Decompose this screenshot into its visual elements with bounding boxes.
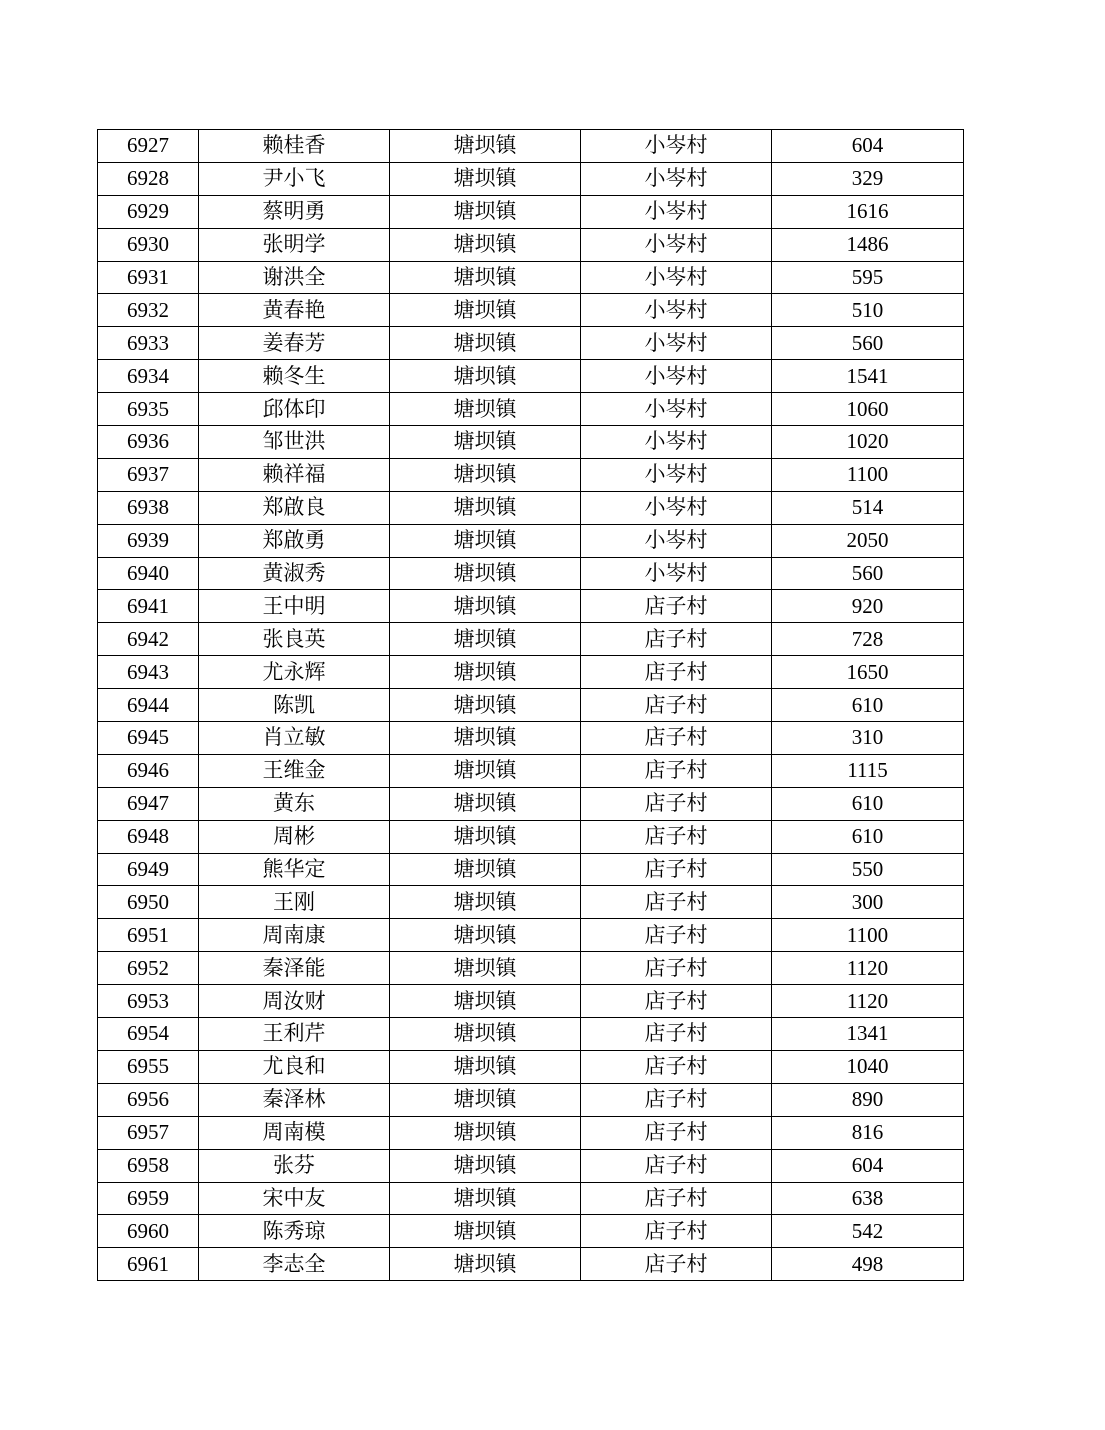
cell-amount: 514 [772, 491, 964, 524]
cell-amount: 300 [772, 886, 964, 919]
cell-village: 小岑村 [581, 261, 772, 294]
cell-id: 6952 [98, 952, 199, 985]
cell-id: 6940 [98, 557, 199, 590]
cell-id: 6934 [98, 360, 199, 393]
cell-village: 店子村 [581, 1083, 772, 1116]
cell-id: 6938 [98, 491, 199, 524]
cell-name: 王维金 [199, 754, 390, 787]
cell-town: 塘坝镇 [390, 1149, 581, 1182]
cell-village: 店子村 [581, 853, 772, 886]
cell-amount: 1120 [772, 985, 964, 1018]
cell-amount: 1040 [772, 1050, 964, 1083]
table-row [98, 886, 964, 919]
cell-town: 塘坝镇 [390, 393, 581, 426]
cell-id: 6932 [98, 294, 199, 327]
cell-amount: 890 [772, 1083, 964, 1116]
cell-village: 店子村 [581, 689, 772, 722]
cell-town: 塘坝镇 [390, 590, 581, 623]
cell-name: 邱体印 [199, 393, 390, 426]
cell-name: 王中明 [199, 590, 390, 623]
cell-id: 6937 [98, 458, 199, 491]
cell-amount: 550 [772, 853, 964, 886]
cell-town: 塘坝镇 [390, 360, 581, 393]
cell-amount: 1616 [772, 195, 964, 228]
table-row [98, 1116, 964, 1149]
cell-village: 小岑村 [581, 162, 772, 195]
table-row [98, 294, 964, 327]
cell-amount: 560 [772, 557, 964, 590]
cell-town: 塘坝镇 [390, 1248, 581, 1281]
table-row [98, 1050, 964, 1083]
cell-name: 赖桂香 [199, 130, 390, 163]
cell-amount: 329 [772, 162, 964, 195]
cell-name: 尤良和 [199, 1050, 390, 1083]
cell-id: 6951 [98, 919, 199, 952]
table-row [98, 722, 964, 755]
cell-village: 小岑村 [581, 294, 772, 327]
cell-village: 店子村 [581, 985, 772, 1018]
data-table [97, 129, 964, 1281]
cell-id: 6957 [98, 1116, 199, 1149]
cell-town: 塘坝镇 [390, 294, 581, 327]
cell-village: 店子村 [581, 1050, 772, 1083]
cell-town: 塘坝镇 [390, 162, 581, 195]
cell-village: 小岑村 [581, 426, 772, 459]
cell-amount: 2050 [772, 524, 964, 557]
table-row [98, 557, 964, 590]
cell-town: 塘坝镇 [390, 327, 581, 360]
cell-amount: 920 [772, 590, 964, 623]
cell-amount: 498 [772, 1248, 964, 1281]
cell-id: 6945 [98, 722, 199, 755]
cell-amount: 310 [772, 722, 964, 755]
table-row [98, 1215, 964, 1248]
cell-name: 郑啟勇 [199, 524, 390, 557]
table-row [98, 426, 964, 459]
cell-amount: 610 [772, 689, 964, 722]
table-row [98, 1018, 964, 1051]
cell-amount: 638 [772, 1182, 964, 1215]
cell-town: 塘坝镇 [390, 557, 581, 590]
table-row [98, 754, 964, 787]
cell-amount: 560 [772, 327, 964, 360]
table-row [98, 853, 964, 886]
cell-town: 塘坝镇 [390, 458, 581, 491]
cell-town: 塘坝镇 [390, 853, 581, 886]
cell-amount: 604 [772, 130, 964, 163]
cell-name: 秦泽林 [199, 1083, 390, 1116]
cell-town: 塘坝镇 [390, 1182, 581, 1215]
cell-id: 6958 [98, 1149, 199, 1182]
table-row [98, 360, 964, 393]
cell-name: 尹小飞 [199, 162, 390, 195]
cell-village: 店子村 [581, 590, 772, 623]
cell-town: 塘坝镇 [390, 952, 581, 985]
cell-town: 塘坝镇 [390, 623, 581, 656]
cell-amount: 1120 [772, 952, 964, 985]
cell-name: 姜春芳 [199, 327, 390, 360]
cell-amount: 1341 [772, 1018, 964, 1051]
cell-name: 谢洪全 [199, 261, 390, 294]
table-row [98, 1149, 964, 1182]
table-row [98, 162, 964, 195]
cell-village: 店子村 [581, 919, 772, 952]
cell-town: 塘坝镇 [390, 1116, 581, 1149]
cell-village: 小岑村 [581, 524, 772, 557]
table-row [98, 261, 964, 294]
table-row [98, 393, 964, 426]
cell-name: 黄春艳 [199, 294, 390, 327]
cell-amount: 1541 [772, 360, 964, 393]
cell-id: 6936 [98, 426, 199, 459]
cell-id: 6950 [98, 886, 199, 919]
cell-name: 张明学 [199, 228, 390, 261]
cell-id: 6930 [98, 228, 199, 261]
cell-town: 塘坝镇 [390, 689, 581, 722]
cell-id: 6949 [98, 853, 199, 886]
table-row [98, 1182, 964, 1215]
cell-village: 店子村 [581, 1018, 772, 1051]
cell-id: 6935 [98, 393, 199, 426]
cell-id: 6956 [98, 1083, 199, 1116]
cell-id: 6960 [98, 1215, 199, 1248]
cell-id: 6954 [98, 1018, 199, 1051]
cell-village: 店子村 [581, 952, 772, 985]
cell-town: 塘坝镇 [390, 1050, 581, 1083]
cell-town: 塘坝镇 [390, 524, 581, 557]
cell-id: 6943 [98, 656, 199, 689]
cell-name: 赖冬生 [199, 360, 390, 393]
cell-amount: 1486 [772, 228, 964, 261]
cell-name: 周南康 [199, 919, 390, 952]
cell-town: 塘坝镇 [390, 722, 581, 755]
table-row [98, 195, 964, 228]
cell-id: 6955 [98, 1050, 199, 1083]
table-row [98, 590, 964, 623]
cell-town: 塘坝镇 [390, 1215, 581, 1248]
cell-id: 6942 [98, 623, 199, 656]
cell-id: 6947 [98, 787, 199, 820]
cell-id: 6931 [98, 261, 199, 294]
cell-amount: 816 [772, 1116, 964, 1149]
table-row [98, 1083, 964, 1116]
cell-village: 小岑村 [581, 360, 772, 393]
table-body [98, 130, 964, 1281]
cell-name: 陈秀琼 [199, 1215, 390, 1248]
cell-town: 塘坝镇 [390, 195, 581, 228]
cell-id: 6927 [98, 130, 199, 163]
cell-id: 6941 [98, 590, 199, 623]
table-row [98, 689, 964, 722]
cell-town: 塘坝镇 [390, 656, 581, 689]
cell-town: 塘坝镇 [390, 754, 581, 787]
table-row [98, 919, 964, 952]
cell-village: 小岑村 [581, 195, 772, 228]
cell-name: 张良英 [199, 623, 390, 656]
cell-name: 熊华定 [199, 853, 390, 886]
cell-amount: 610 [772, 787, 964, 820]
cell-name: 赖祥福 [199, 458, 390, 491]
cell-amount: 728 [772, 623, 964, 656]
cell-id: 6946 [98, 754, 199, 787]
cell-name: 邹世洪 [199, 426, 390, 459]
cell-amount: 1100 [772, 919, 964, 952]
cell-id: 6953 [98, 985, 199, 1018]
table-row [98, 820, 964, 853]
cell-name: 黄淑秀 [199, 557, 390, 590]
cell-town: 塘坝镇 [390, 1083, 581, 1116]
cell-name: 蔡明勇 [199, 195, 390, 228]
cell-town: 塘坝镇 [390, 228, 581, 261]
cell-name: 肖立敏 [199, 722, 390, 755]
cell-village: 店子村 [581, 886, 772, 919]
cell-village: 小岑村 [581, 393, 772, 426]
cell-name: 周彬 [199, 820, 390, 853]
cell-town: 塘坝镇 [390, 426, 581, 459]
cell-village: 店子村 [581, 722, 772, 755]
cell-village: 店子村 [581, 820, 772, 853]
cell-name: 尤永辉 [199, 656, 390, 689]
cell-village: 店子村 [581, 787, 772, 820]
cell-village: 店子村 [581, 1248, 772, 1281]
cell-id: 6933 [98, 327, 199, 360]
cell-name: 周南模 [199, 1116, 390, 1149]
cell-id: 6944 [98, 689, 199, 722]
table-row [98, 623, 964, 656]
cell-id: 6928 [98, 162, 199, 195]
table-row [98, 130, 964, 163]
cell-amount: 1060 [772, 393, 964, 426]
table-row [98, 327, 964, 360]
cell-village: 小岑村 [581, 327, 772, 360]
cell-town: 塘坝镇 [390, 261, 581, 294]
cell-name: 黄东 [199, 787, 390, 820]
cell-name: 宋中友 [199, 1182, 390, 1215]
table-row [98, 228, 964, 261]
cell-name: 李志全 [199, 1248, 390, 1281]
cell-amount: 542 [772, 1215, 964, 1248]
cell-amount: 595 [772, 261, 964, 294]
cell-town: 塘坝镇 [390, 886, 581, 919]
cell-town: 塘坝镇 [390, 787, 581, 820]
cell-town: 塘坝镇 [390, 491, 581, 524]
cell-id: 6959 [98, 1182, 199, 1215]
cell-id: 6961 [98, 1248, 199, 1281]
cell-amount: 604 [772, 1149, 964, 1182]
cell-village: 店子村 [581, 656, 772, 689]
cell-village: 店子村 [581, 1215, 772, 1248]
cell-id: 6939 [98, 524, 199, 557]
cell-village: 小岑村 [581, 458, 772, 491]
table-row [98, 952, 964, 985]
cell-village: 店子村 [581, 623, 772, 656]
cell-name: 周汝财 [199, 985, 390, 1018]
table-row [98, 656, 964, 689]
cell-village: 小岑村 [581, 491, 772, 524]
cell-name: 陈凯 [199, 689, 390, 722]
cell-amount: 1100 [772, 458, 964, 491]
table-row [98, 524, 964, 557]
cell-name: 王利芹 [199, 1018, 390, 1051]
cell-amount: 1650 [772, 656, 964, 689]
cell-name: 秦泽能 [199, 952, 390, 985]
table-row [98, 985, 964, 1018]
cell-amount: 510 [772, 294, 964, 327]
table-row [98, 787, 964, 820]
cell-amount: 1020 [772, 426, 964, 459]
cell-amount: 610 [772, 820, 964, 853]
cell-village: 小岑村 [581, 228, 772, 261]
cell-town: 塘坝镇 [390, 919, 581, 952]
cell-name: 王刚 [199, 886, 390, 919]
cell-town: 塘坝镇 [390, 985, 581, 1018]
cell-village: 店子村 [581, 1149, 772, 1182]
cell-village: 店子村 [581, 1116, 772, 1149]
cell-village: 店子村 [581, 1182, 772, 1215]
table-row [98, 491, 964, 524]
cell-id: 6929 [98, 195, 199, 228]
cell-amount: 1115 [772, 754, 964, 787]
cell-town: 塘坝镇 [390, 820, 581, 853]
cell-town: 塘坝镇 [390, 1018, 581, 1051]
cell-name: 郑啟良 [199, 491, 390, 524]
cell-id: 6948 [98, 820, 199, 853]
table-row [98, 1248, 964, 1281]
cell-town: 塘坝镇 [390, 130, 581, 163]
cell-village: 小岑村 [581, 130, 772, 163]
cell-village: 小岑村 [581, 557, 772, 590]
cell-village: 店子村 [581, 754, 772, 787]
cell-name: 张芬 [199, 1149, 390, 1182]
table-row [98, 458, 964, 491]
